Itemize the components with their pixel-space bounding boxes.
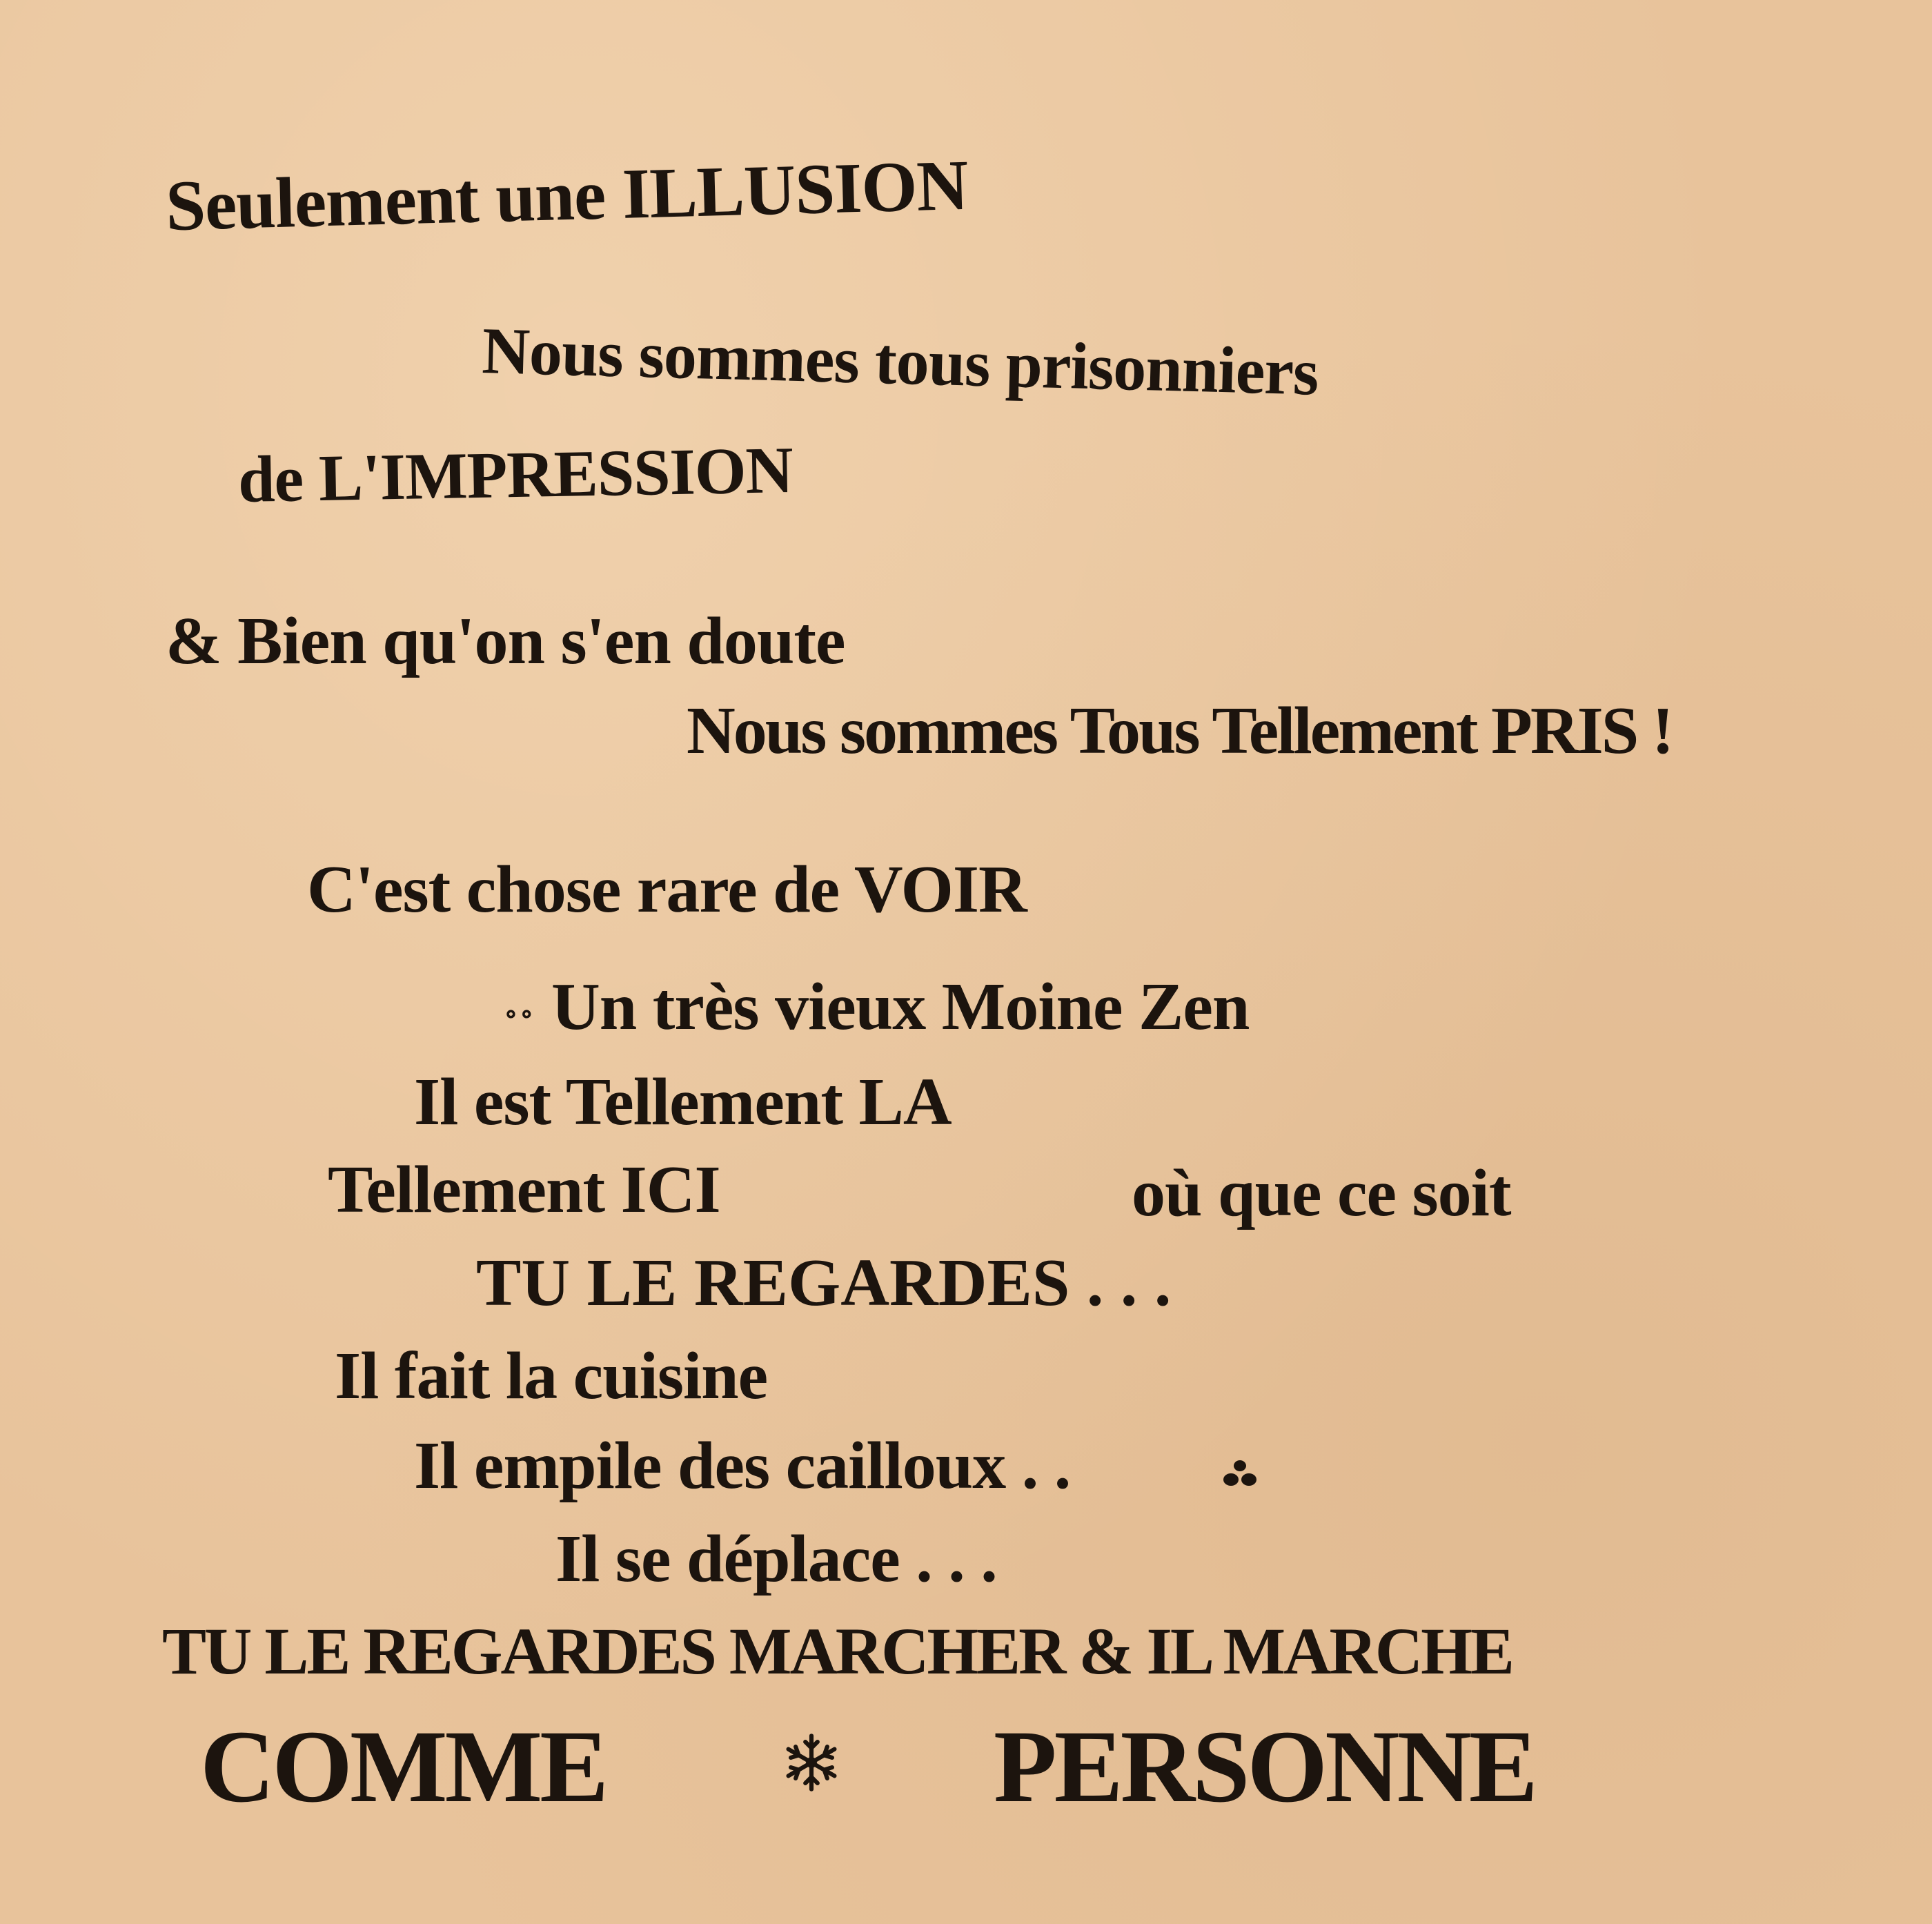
poem-line-7-text: Un très vieux Moine Zen bbox=[551, 970, 1250, 1044]
poem-line-3: de L'IMPRESSION bbox=[237, 432, 793, 517]
poem-line-11: Il fait la cuisine bbox=[335, 1339, 768, 1413]
poem-line-comme: COMME bbox=[200, 1709, 607, 1824]
poem-line-12: Il empile des cailloux . . bbox=[414, 1429, 1071, 1503]
poem-line-personne: PERSONNE bbox=[994, 1709, 1535, 1824]
ellipsis-dots: ∘∘ bbox=[504, 997, 535, 1029]
poem-line-6: C'est chose rare de VOIR bbox=[307, 852, 1027, 927]
poem-line-13: Il se déplace . . . bbox=[555, 1522, 997, 1596]
snowflake-icon bbox=[781, 1732, 842, 1793]
poem-line-5: Nous sommes Tous Tellement PRIS ! bbox=[687, 694, 1673, 768]
poem-line-14: TU LE REGARDES MARCHER & IL MARCHE bbox=[162, 1614, 1512, 1688]
poem-line-7 bbox=[504, 970, 1250, 1044]
poem-line-8: Il est Tellement LA bbox=[414, 1065, 952, 1139]
poem-line-2: Nous sommes tous prisonniers bbox=[481, 313, 1319, 409]
poem-line-10: TU LE REGARDES . . . bbox=[476, 1246, 1172, 1320]
poem-line-9b: où que ce soit bbox=[1132, 1156, 1511, 1230]
pebbles-icon bbox=[1216, 1456, 1264, 1491]
poem-line-4: & Bien qu'on s'en doute bbox=[166, 604, 845, 678]
poem-line-9a: Tellement ICI bbox=[328, 1152, 720, 1227]
poem-line-1: Seulement une ILLUSION bbox=[164, 145, 969, 246]
